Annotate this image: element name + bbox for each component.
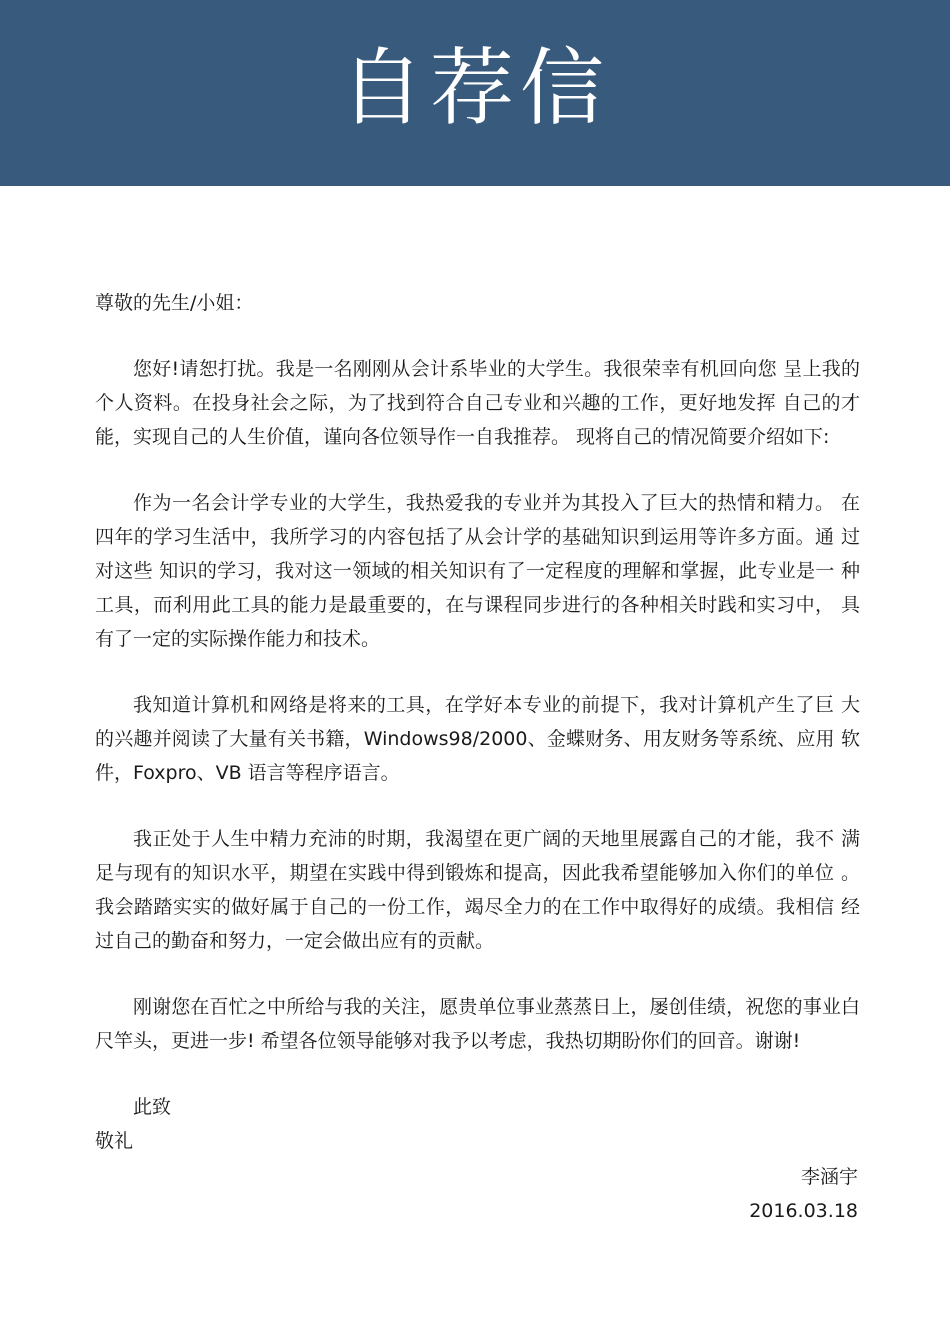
signature-date: 2016.03.18 xyxy=(749,1200,858,1222)
paragraph-major: 作为一名会计学专业的大学生，我热爱我的专业并为其投入了巨大的热情和精力。 在四年的学习生活中，我所学习的内容包括了从会计学的基础知识到运用等许多方面。通 过对这些 知识的学习，我对这一领域的相关知识有了一定程度的理解和掌握，此专业是一 种工具，而利用此工具的能力是最重要的，在与课程同步进行的各种相关时践和实习中， 具有了一定的实际操作能力和技术。 xyxy=(95,492,860,650)
paragraph-computer-skills: 我知道计算机和网络是将来的工具，在学好本专业的前提下，我对计算机产生了巨 大的兴趣并阅读了大量有关书籍，Windows98/2000、金蝶财务、用友财务等系统、应用 软件，Foxpro、VB 语言等程序语言。 xyxy=(95,694,860,784)
signature-block xyxy=(95,1160,858,1228)
paragraph-thanks: 刚谢您在百忙之中所给与我的关注，愿贵单位事业蒸蒸日上，屡创佳绩，祝您的事业白尺竿头，更进一步! 希望各位领导能够对我予以考虑，我热切期盼你们的回音。谢谢! xyxy=(95,996,860,1052)
paragraph-greeting: 您好!请恕打扰。我是一名刚刚从会计系毕业的大学生。我很荣幸有机回向您 呈上我的个人资料。在投身社会之际，为了找到符合自己专业和兴趣的工作，更好地发挥 自己的才能，实现自己的人生价值，谨向各位领导作一自我推荐。 现将自己的情况简要介绍如下: xyxy=(95,358,860,448)
closing-line-2: 敬礼 xyxy=(95,1130,134,1152)
page-title: 自荐信 xyxy=(339,39,610,137)
header-banner xyxy=(0,0,950,186)
signature-name: 李涵宇 xyxy=(800,1166,858,1188)
closing-line-1: 此致 xyxy=(133,1096,172,1118)
paragraph-aspiration: 我正处于人生中精力充沛的时期，我渴望在更广阔的天地里展露自己的才能，我不 满足与现有的知识水平，期望在实践中得到锻炼和提高，因此我希望能够加入你们的单位 。我会踏踏实实的做好属于自己的一份工作，竭尽全力的在工作中取得好的成绩。我相信 经过自己的勤奋和努力，一定会做出应有的贡献。 xyxy=(95,828,860,952)
salutation: 尊敬的先生/小姐： xyxy=(95,292,254,314)
letter-body xyxy=(95,286,860,1158)
